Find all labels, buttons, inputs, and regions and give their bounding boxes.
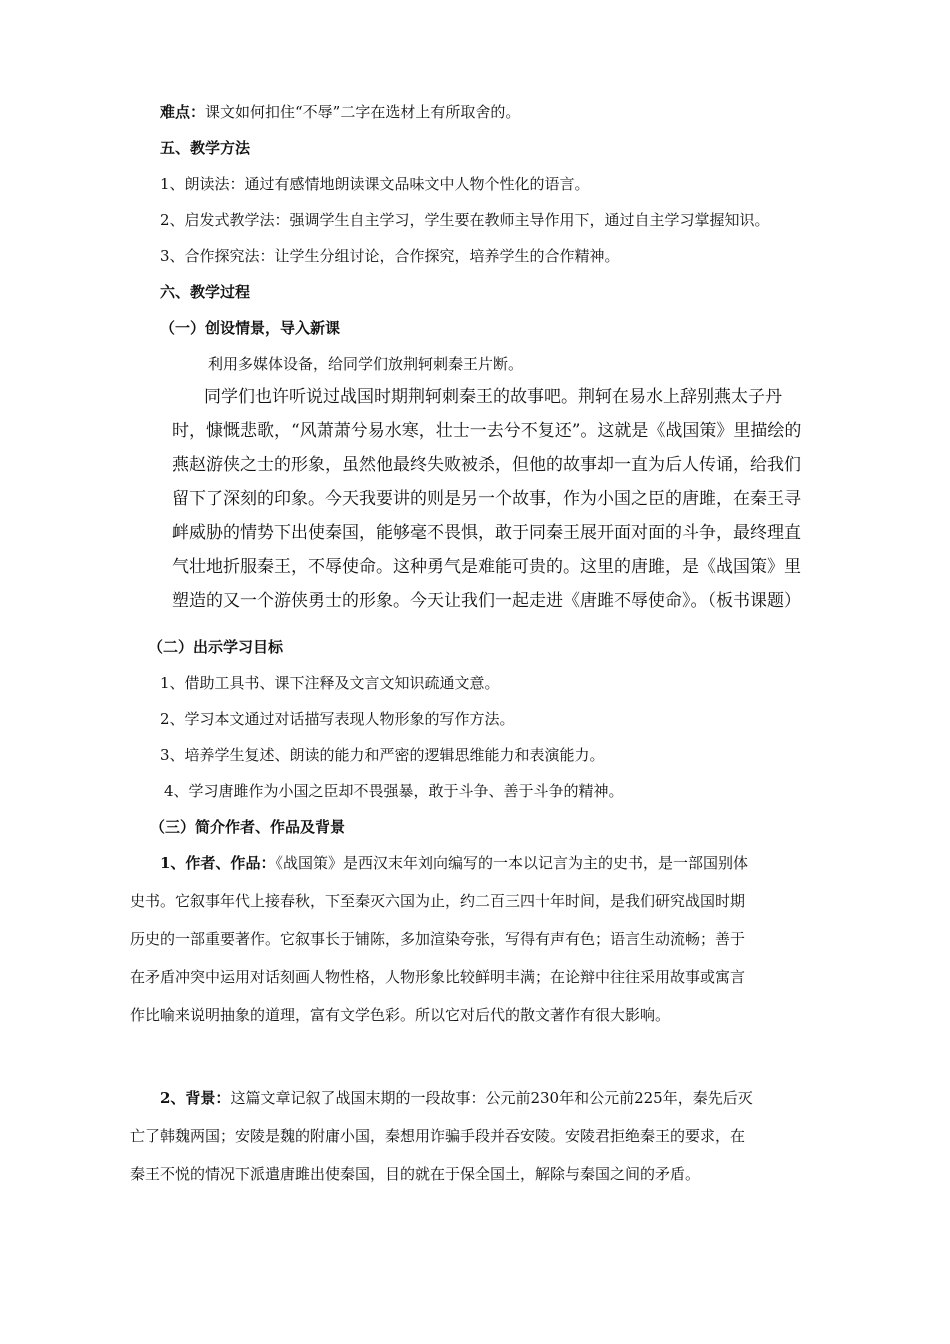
background-label: 2、背景：: [160, 1089, 231, 1107]
background-line-2: 亡了韩魏两国；安陵是魏的附庸小国，秦想用诈骗手段并吞安陵。安陵君拒绝秦王的要求，在: [130, 1127, 746, 1145]
part1-para-line-5: 衅威胁的情势下出使秦国，能够毫不畏惧，敢于同秦王展开面对面的斗争，最终理直: [172, 523, 801, 543]
goal-item-4: 4、学习唐雎作为小国之臣却不畏强暴，敢于斗争、善于斗争的精神。: [164, 782, 624, 800]
part1-para-line-7: 塑造的又一个游侠勇士的形象。今天让我们一起走进《唐雎不辱使命》。（板书课题）: [172, 591, 801, 611]
part3-heading: （三）简介作者、作品及背景: [150, 818, 346, 836]
author-line-2: 史书。它叙事年代上接春秋，下至秦灭六国为止，约二百三四十年时间，是我们研究战国时期: [130, 892, 746, 910]
background-text-1: 这篇文章记叙了战国末期的一段故事：公元前230年和公元前225年，秦先后灭: [230, 1089, 753, 1107]
goal-item-1: 1、借助工具书、课下注释及文言文知识疏通文意。: [160, 674, 500, 692]
method-item-1: 1、朗读法：通过有感情地朗读课文品味文中人物个性化的语言。: [160, 175, 590, 193]
difficulty-line: [160, 102, 520, 122]
part1-para-line-2: 时，慷慨悲歌，“风萧萧兮易水寒，壮士一去兮不复还”。这就是《战国策》里描绘的: [172, 421, 802, 441]
part1-intro: 利用多媒体设备，给同学们放荆轲刺秦王片断。: [208, 355, 524, 373]
part2-heading: （二）出示学习目标: [148, 638, 284, 656]
part1-para-line-3: 燕赵游侠之士的形象，虽然他最终失败被杀，但他的故事却一直为后人传诵，给我们: [172, 455, 801, 475]
method-item-3: 3、合作探究法：让学生分组讨论，合作探究，培养学生的合作精神。: [160, 247, 620, 265]
goal-item-3: 3、培养学生复述、朗读的能力和严密的逻辑思维能力和表演能力。: [160, 746, 605, 764]
section5-heading: 五、教学方法: [160, 139, 251, 157]
author-line-4: 在矛盾冲突中运用对话刻画人物性格，人物形象比较鲜明丰满；在论辩中往往采用故事或寓言: [130, 968, 746, 986]
section6-heading: 六、教学过程: [160, 283, 251, 301]
part1-para-line-1: 同学们也许听说过战国时期荆轲刺秦王的故事吧。荆轲在易水上辞别燕太子丹: [204, 387, 782, 407]
author-label: 1、作者、作品：: [160, 854, 276, 872]
background-line-1: [160, 1088, 753, 1108]
author-text-1: 《战国策》是西汉末年刘向编写的一本以记言为主的史书，是一部国别体: [275, 854, 748, 872]
background-line-3: 秦王不悦的情况下派遣唐雎出使秦国，目的就在于保全国土，解除与秦国之间的矛盾。: [130, 1165, 701, 1183]
part1-heading: （一）创设情景，导入新课: [160, 319, 341, 337]
difficulty-text: 课文如何扣住“不辱”二字在选材上有所取舍的。: [205, 103, 521, 121]
author-line-5: 作比喻来说明抽象的道理，富有文学色彩。所以它对后代的散文著作有很大影响。: [130, 1006, 671, 1024]
author-line-1: [160, 853, 748, 873]
part1-para-line-4: 留下了深刻的印象。今天我要讲的则是另一个故事，作为小国之臣的唐雎，在秦王寻: [172, 489, 801, 509]
author-line-3: 历史的一部重要著作。它叙事长于铺陈，多加渲染夸张，写得有声有色；语言生动流畅；善于: [130, 930, 746, 948]
difficulty-label: 难点：: [160, 103, 206, 121]
goal-item-2: 2、学习本文通过对话描写表现人物形象的写作方法。: [160, 710, 515, 728]
part1-para-line-6: 气壮地折服秦王，不辱使命。这种勇气是难能可贵的。这里的唐雎，是《战国策》里: [172, 557, 801, 577]
method-item-2: 2、启发式教学法：强调学生自主学习，学生要在教师主导作用下，通过自主学习掌握知识。: [160, 211, 770, 229]
